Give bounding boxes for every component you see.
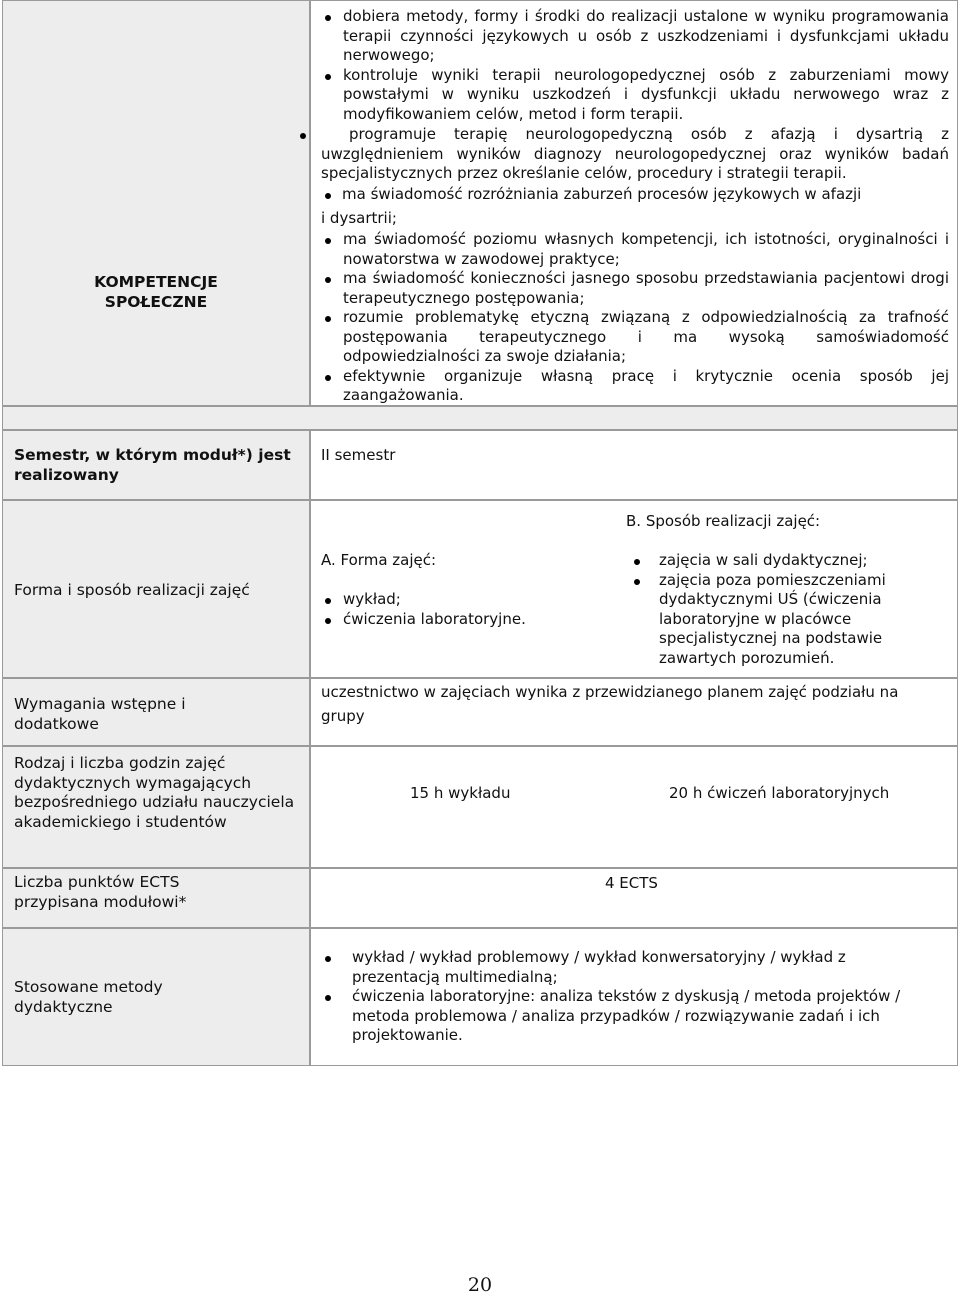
- semester-label: Semestr, w którym moduł*) jest realizowany: [14, 446, 291, 484]
- competences-item-swiadomosc-line2: i dysartrii;: [321, 208, 397, 227]
- list-item: wykład / wykład problemowy / wykład konwersatoryjny / wykład z prezentacją multimedialną;: [321, 948, 921, 987]
- wymagania-value-line2: grupy: [321, 707, 365, 725]
- godziny-label: Rodzaj i liczba godzin zajęć dydaktycznych wymagających bezpośredniego udziału nauczyciela akademickiego i studentów: [14, 754, 295, 831]
- competences-item-programuje-text: programuje terapię neurologopedyczną osób z afazją i dysartrią z uwzględnieniem wyników diagnozy neurologopedycznej oraz wyników badań specjalistycznych przez określanie celów, procedury i strategii terapii.: [321, 125, 949, 182]
- list-item: wykład;: [321, 590, 611, 610]
- competences-item-swiadomosc: [321, 185, 949, 228]
- semester-value: II semestr: [321, 446, 396, 464]
- list-item: dobiera metody, formy i środki do realizacji ustalone w wyniku programowania terapii czynności językowych u osób z uszkodzeniami i dysfunkcjami układu nerwowego;: [321, 7, 949, 66]
- wymagania-label: Wymagania wstępne i dodatkowe: [14, 695, 186, 733]
- ects-label: Liczba punktów ECTS przypisana modułowi*: [14, 873, 187, 911]
- semester-label-cell: [2, 430, 310, 500]
- metody-content-cell: [310, 928, 958, 1066]
- list-item: ma świadomość poziomu własnych kompetencji, ich istotności, oryginalności i nowatorstwa w zawodowej praktyce;: [321, 230, 949, 269]
- list-item: zajęcia w sali dydaktycznej;: [630, 551, 908, 571]
- godziny-lab: 20 h ćwiczeń laboratoryjnych: [669, 784, 890, 802]
- competences-label-line1: KOMPETENCJE: [94, 273, 218, 291]
- godziny-label-cell: [2, 746, 310, 868]
- list-item: rozumie problematykę etyczną związaną z odpowiedzialnością za trafność postępowania terapeutycznego i ma wysoką samoświadomość odpowiedzialności za swoje działania;: [321, 308, 949, 367]
- forma-b-list: [626, 551, 908, 668]
- metody-label: Stosowane metody dydaktyczne: [14, 978, 163, 1016]
- competences-content-cell: [310, 0, 958, 406]
- list-item: ma świadomość konieczności jasnego sposobu przedstawiania pacjentowi drogi terapeutycznego postępowania;: [321, 269, 949, 308]
- ects-label-cell: [2, 868, 310, 928]
- forma-content-cell: [310, 500, 958, 678]
- ects-value-cell: [310, 868, 958, 928]
- separator-row: [2, 406, 958, 430]
- competences-label-line2: SPOŁECZNE: [104, 292, 208, 311]
- forma-a-title: A. Forma zajęć:: [321, 551, 437, 569]
- list-item: ćwiczenia laboratoryjne: analiza tekstów z dyskusją / metoda projektów / metoda problemowa / analiza przypadków / rozwiązywanie zadań i ich projektowanie.: [321, 987, 921, 1046]
- competences-label-cell: [2, 0, 310, 406]
- forma-label-cell: [2, 500, 310, 678]
- competences-list-bottom: [321, 230, 949, 406]
- wymagania-value-cell: [310, 678, 958, 746]
- ects-value: 4 ECTS: [605, 874, 658, 892]
- metody-label-cell: [2, 928, 310, 1066]
- list-item: zajęcia poza pomieszczeniami dydaktycznymi UŚ (ćwiczenia laboratoryjne w placówce specjalistycznej na podstawie zawartych porozumień.: [630, 571, 908, 669]
- competences-item-programuje: [321, 125, 949, 184]
- metody-list: [321, 948, 921, 1046]
- list-item: efektywnie organizuje własną pracę i krytycznie ocenia sposób jej zaangażowania.: [321, 367, 949, 406]
- wymagania-value-line1: uczestnictwo w zajęciach wynika z przewidzianego planem zajęć podziału na: [321, 683, 899, 701]
- godziny-lecture: 15 h wykładu: [410, 784, 511, 802]
- competences-item-swiadomosc-line1: ma świadomość rozróżniania zaburzeń procesów językowych w afazji: [342, 185, 862, 203]
- forma-a-list: [321, 590, 611, 629]
- page-number: 20: [467, 1274, 493, 1296]
- wymagania-label-cell: [2, 678, 310, 746]
- forma-label: Forma i sposób realizacji zajęć: [14, 581, 250, 599]
- forma-b-title: B. Sposób realizacji zajęć:: [626, 512, 821, 530]
- list-item: kontroluje wyniki terapii neurologopedycznej osób z zaburzeniami mowy powstałymi w wyniku uszkodzeń i dysfunkcji układu nerwowego wraz z modyfikowaniem celów, metod i form terapii.: [321, 66, 949, 125]
- competences-list-top: [321, 7, 949, 124]
- godziny-value-cell: [310, 746, 958, 868]
- semester-value-cell: [310, 430, 958, 500]
- list-item: ćwiczenia laboratoryjne.: [321, 610, 611, 630]
